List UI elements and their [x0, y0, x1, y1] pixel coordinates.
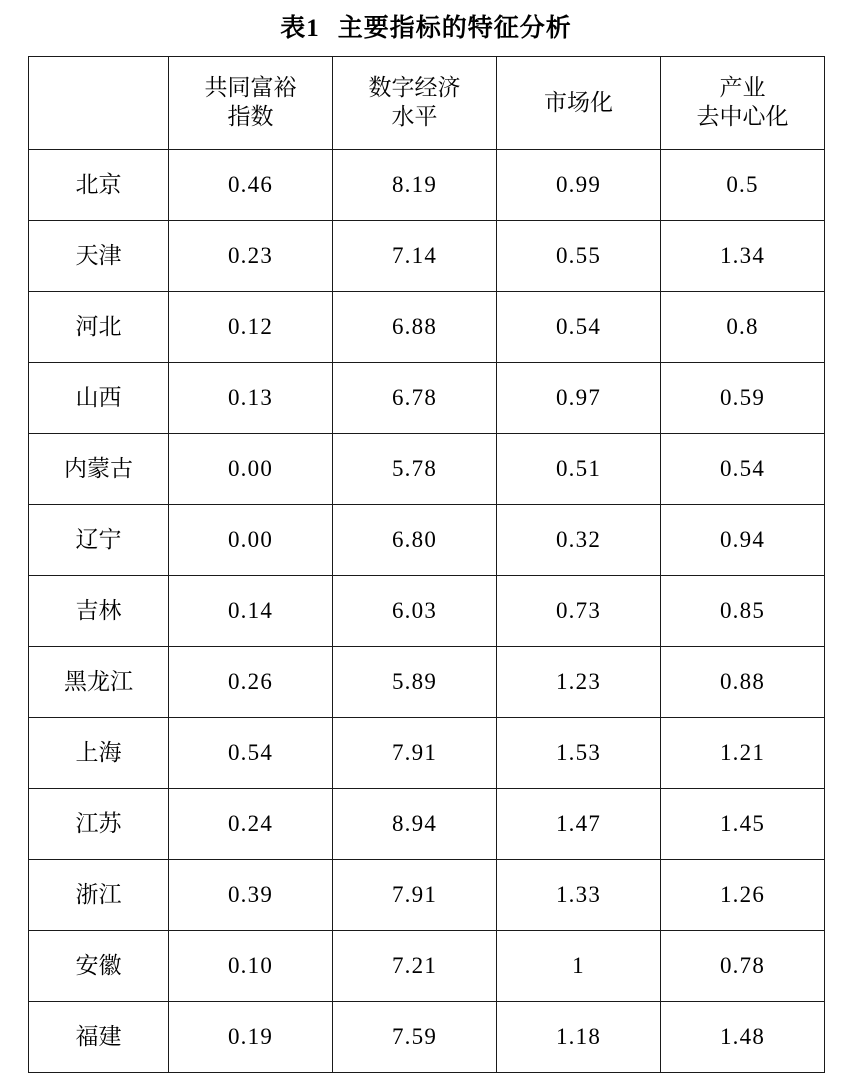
cell-value: 0.78 — [661, 931, 825, 1002]
table-row — [29, 647, 825, 718]
table-row — [29, 1002, 825, 1073]
characteristics-table — [28, 56, 825, 1073]
cell-value: 5.78 — [333, 434, 497, 505]
row-label: 福建 — [29, 1002, 169, 1073]
caption-prefix: 表 — [280, 14, 307, 42]
cell-value: 6.78 — [333, 363, 497, 434]
cell-value: 0.54 — [169, 718, 333, 789]
cell-value: 0.32 — [497, 505, 661, 576]
cell-value: 7.14 — [333, 221, 497, 292]
cell-value: 0.46 — [169, 150, 333, 221]
cell-value: 0.97 — [497, 363, 661, 434]
header-cell-common-prosperity — [169, 57, 333, 150]
cell-value: 0.59 — [661, 363, 825, 434]
table-row — [29, 718, 825, 789]
cell-value: 0.24 — [169, 789, 333, 860]
cell-value: 0.54 — [497, 292, 661, 363]
header-cell-industry-decentralization — [661, 57, 825, 150]
cell-value: 1.33 — [497, 860, 661, 931]
cell-value: 1.18 — [497, 1002, 661, 1073]
header-line: 去中心化 — [696, 104, 789, 129]
table-row — [29, 221, 825, 292]
header-line: 指数 — [227, 104, 274, 129]
cell-value: 7.21 — [333, 931, 497, 1002]
cell-value: 0.23 — [169, 221, 333, 292]
cell-value: 1.45 — [661, 789, 825, 860]
cell-value: 1 — [497, 931, 661, 1002]
header-line: 数字经济 — [368, 75, 461, 101]
row-label: 河北 — [29, 292, 169, 363]
header-line: 产业 — [719, 75, 766, 101]
cell-value: 6.88 — [333, 292, 497, 363]
table-row — [29, 860, 825, 931]
row-label: 吉林 — [29, 576, 169, 647]
cell-value: 0.12 — [169, 292, 333, 363]
table-header-row — [29, 57, 825, 150]
cell-value: 0.39 — [169, 860, 333, 931]
cell-value: 7.91 — [333, 718, 497, 789]
table-row — [29, 434, 825, 505]
cell-value: 1.26 — [661, 860, 825, 931]
cell-value: 0.00 — [169, 505, 333, 576]
cell-value: 0.10 — [169, 931, 333, 1002]
table-row — [29, 789, 825, 860]
cell-value: 0.99 — [497, 150, 661, 221]
cell-value: 0.73 — [497, 576, 661, 647]
cell-value: 0.8 — [661, 292, 825, 363]
table-container — [28, 56, 824, 1073]
cell-value: 5.89 — [333, 647, 497, 718]
cell-value: 8.19 — [333, 150, 497, 221]
row-label: 内蒙古 — [29, 434, 169, 505]
header-line: 水平 — [391, 104, 438, 129]
cell-value: 0.26 — [169, 647, 333, 718]
header-line: 市场化 — [544, 89, 613, 115]
cell-value: 8.94 — [333, 789, 497, 860]
cell-value: 1.23 — [497, 647, 661, 718]
cell-value: 1.48 — [661, 1002, 825, 1073]
table-row — [29, 576, 825, 647]
cell-value: 0.94 — [661, 505, 825, 576]
caption-title: 主要指标的特征分析 — [337, 14, 572, 42]
table-row — [29, 150, 825, 221]
table-row — [29, 931, 825, 1002]
header-cell-region — [29, 57, 169, 150]
row-label: 北京 — [29, 150, 169, 221]
cell-value: 0.14 — [169, 576, 333, 647]
cell-value: 7.59 — [333, 1002, 497, 1073]
cell-value: 0.88 — [661, 647, 825, 718]
header-cell-digital-economy — [333, 57, 497, 150]
table-body — [29, 57, 825, 1073]
table-row — [29, 505, 825, 576]
cell-value: 1.21 — [661, 718, 825, 789]
caption-number: 1 — [306, 15, 320, 42]
cell-value: 6.80 — [333, 505, 497, 576]
cell-value: 1.47 — [497, 789, 661, 860]
cell-value: 0.13 — [169, 363, 333, 434]
cell-value: 6.03 — [333, 576, 497, 647]
row-label: 辽宁 — [29, 505, 169, 576]
row-label: 浙江 — [29, 860, 169, 931]
cell-value: 0.54 — [661, 434, 825, 505]
header-line: 共同富裕 — [204, 75, 297, 101]
cell-value: 1.53 — [497, 718, 661, 789]
row-label: 江苏 — [29, 789, 169, 860]
cell-value: 0.51 — [497, 434, 661, 505]
cell-value: 1.34 — [661, 221, 825, 292]
cell-value: 0.00 — [169, 434, 333, 505]
table-caption — [0, 0, 852, 56]
table-row — [29, 292, 825, 363]
cell-value: 0.19 — [169, 1002, 333, 1073]
cell-value: 0.5 — [661, 150, 825, 221]
row-label: 安徽 — [29, 931, 169, 1002]
cell-value: 0.85 — [661, 576, 825, 647]
header-cell-marketization — [497, 57, 661, 150]
row-label: 天津 — [29, 221, 169, 292]
row-label: 山西 — [29, 363, 169, 434]
table-row — [29, 363, 825, 434]
cell-value: 7.91 — [333, 860, 497, 931]
row-label: 黑龙江 — [29, 647, 169, 718]
cell-value: 0.55 — [497, 221, 661, 292]
row-label: 上海 — [29, 718, 169, 789]
